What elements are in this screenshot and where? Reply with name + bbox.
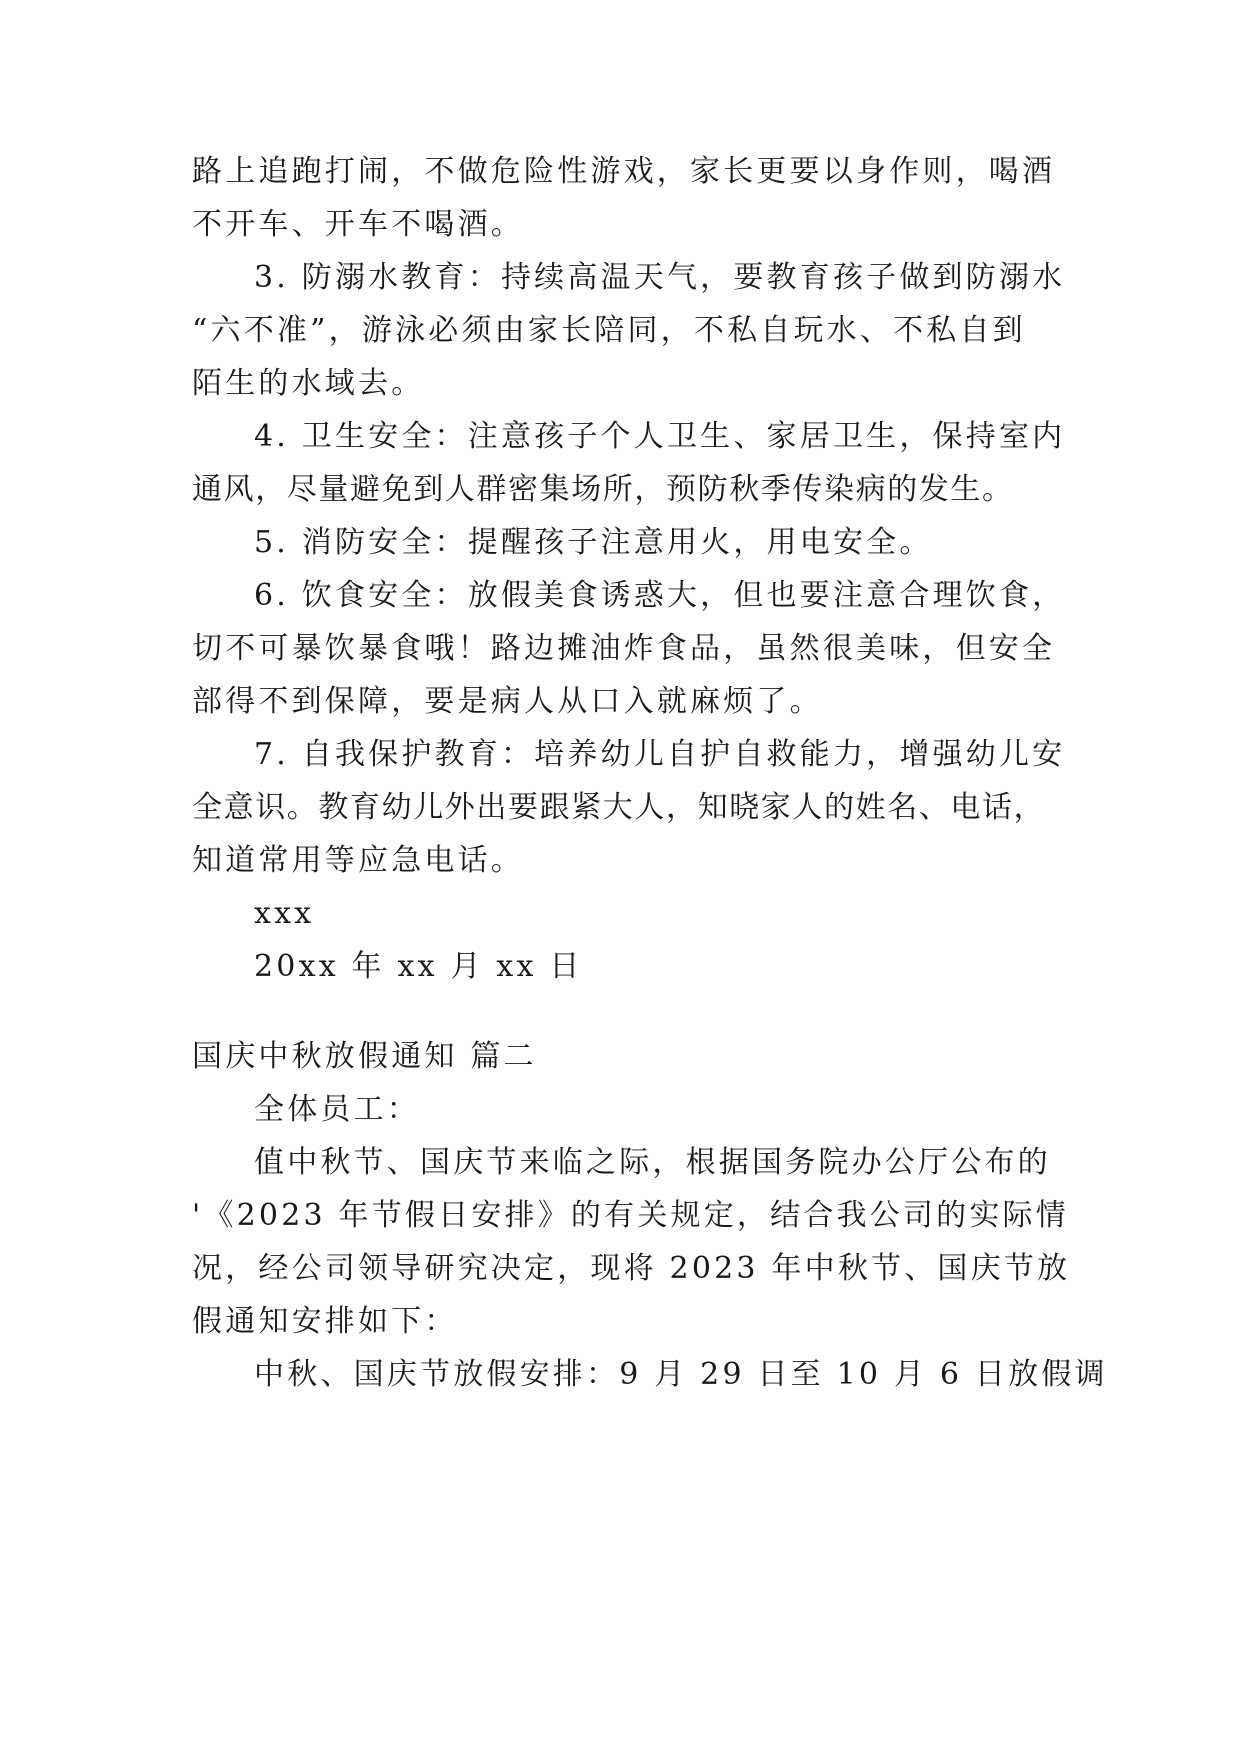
signature-date: 20xx 年 xx 月 xx 日	[254, 949, 583, 984]
text-line: 3. 防溺水教育：持续高温天气，要教育孩子做到防溺水	[254, 260, 1066, 295]
text-line: 况，经公司领导研究决定，现将 2023 年中秋节、国庆节放	[192, 1251, 1071, 1286]
text-line: “六不准”，游泳必须由家长陪同，不私自玩水、不私自到	[192, 313, 1026, 348]
text-line: 陌生的水域去。	[192, 366, 425, 401]
text-line: 4. 卫生安全：注意孩子个人卫生、家居卫生，保持室内	[254, 419, 1066, 454]
text-line: 中秋、国庆节放假安排：9 月 29 日至 10 月 6 日放假调	[254, 1357, 1108, 1392]
text-line: 值中秋节、国庆节来临之际，根据国务院办公厅公布的	[254, 1145, 1051, 1180]
text-line: 全意识。教育幼儿外出要跟紧大人，知晓家人的姓名、电话，	[192, 790, 1046, 825]
text-line: 路上追跑打闹，不做危险性游戏，家长更要以身作则，喝酒	[192, 154, 1056, 189]
text-line: 7. 自我保护教育：培养幼儿自护自救能力，增强幼儿安	[254, 737, 1066, 772]
text-line: 不开车、开车不喝酒。	[192, 207, 524, 242]
text-line: 6. 饮食安全：放假美食诱惑大，但也要注意合理饮食，	[254, 578, 1066, 613]
text-line: 假通知安排如下：	[192, 1304, 458, 1339]
text-line: 知道常用等应急电话。	[192, 843, 524, 878]
signature-name: xxx	[254, 896, 315, 931]
text-line: 部得不到保障，要是病人从口入就麻烦了。	[192, 684, 823, 719]
salutation: 全体员工：	[254, 1092, 420, 1127]
text-line: 5. 消防安全：提醒孩子注意用火，用电安全。	[254, 525, 933, 560]
text-line: 切不可暴饮暴食哦！路边摊油炸食品，虽然很美味，但安全	[192, 631, 1056, 666]
section-heading: 国庆中秋放假通知 篇二	[192, 1039, 537, 1074]
text-line: '《2023 年节假日安排》的有关规定，结合我公司的实际情	[192, 1198, 1069, 1233]
text-line: 通风，尽量避免到人群密集场所，预防秋季传染病的发生。	[192, 472, 1014, 507]
